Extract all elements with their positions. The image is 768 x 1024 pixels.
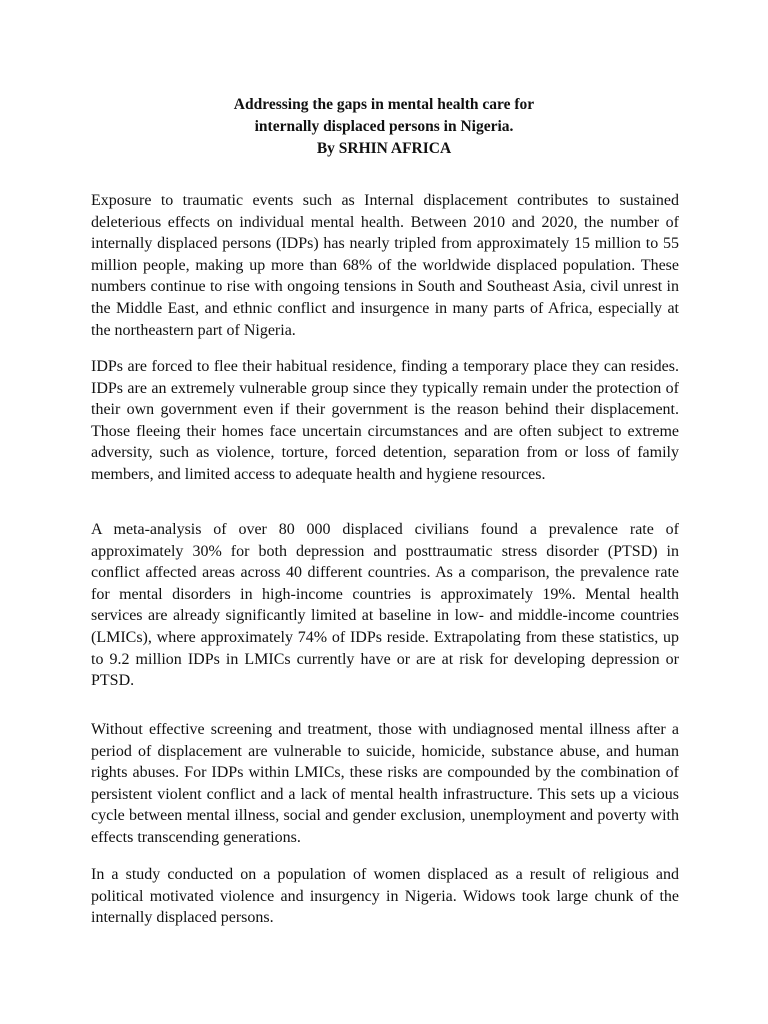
paragraph-idp-vulnerability: IDPs are forced to flee their habitual residence, finding a temporary place they can resides. IDPs are an extremely vulnerable group since they typically remain under the protection of their own government even if their government is the reason behind their displacement. Those fleeing their homes face uncertain circumstances and are often subject to extreme adversity, such as violence, torture, forced detention, separation from or loss of family members, and limited access to adequate health and hygiene resources.	[91, 358, 679, 483]
title-line-1: Addressing the gaps in mental health care for	[233, 96, 535, 113]
paragraph-displacement-overview: Exposure to traumatic events such as Internal displacement contributes to sustained deleterious effects on individual mental health. Between 2010 and 2020, the number of internally displaced persons (IDPs) has nearly tripled from approximately 15 million to 55 million people, making up more than 68% of the worldwide displaced population. These numbers continue to rise with ongoing tensions in South and Southeast Asia, civil unrest in the Middle East, and ethnic conflict and insurgence in many parts of Africa, especially at the northeastern part of Nigeria.	[91, 192, 679, 339]
title-line-2: internally displaced persons in Nigeria.	[254, 118, 514, 135]
author-line: By SRHIN AFRICA	[316, 140, 452, 157]
paragraph-untreated-risks: Without effective screening and treatment, those with undiagnosed mental illness after a period of displacement are vulnerable to suicide, homicide, substance abuse, and human rights abuses. For IDPs within LMICs, these risks are compounded by the combination of persistent violent conflict and a lack of mental health infrastructure. This sets up a vicious cycle between mental illness, social and gender exclusion, unemployment and poverty with effects transcending generations.	[91, 721, 679, 846]
paragraph-nigeria-study: In a study conducted on a population of women displaced as a result of religious and political motivated violence and insurgency in Nigeria. Widows took large chunk of the internally displaced persons.	[91, 866, 679, 927]
document-title	[0, 94, 768, 160]
paragraph-meta-analysis: A meta-analysis of over 80 000 displaced civilians found a prevalence rate of approximately 30% for both depression and posttraumatic stress disorder (PTSD) in conflict affected areas across 40 different countries. As a comparison, the prevalence rate for mental disorders in high-income countries is approximately 19%. Mental health services are already significantly limited at baseline in low- and middle-income countries (LMICs), where approximately 74% of IDPs reside. Extrapolating from these statistics, up to 9.2 million IDPs in LMICs currently have or are at risk for developing depression or PTSD.	[91, 521, 679, 690]
